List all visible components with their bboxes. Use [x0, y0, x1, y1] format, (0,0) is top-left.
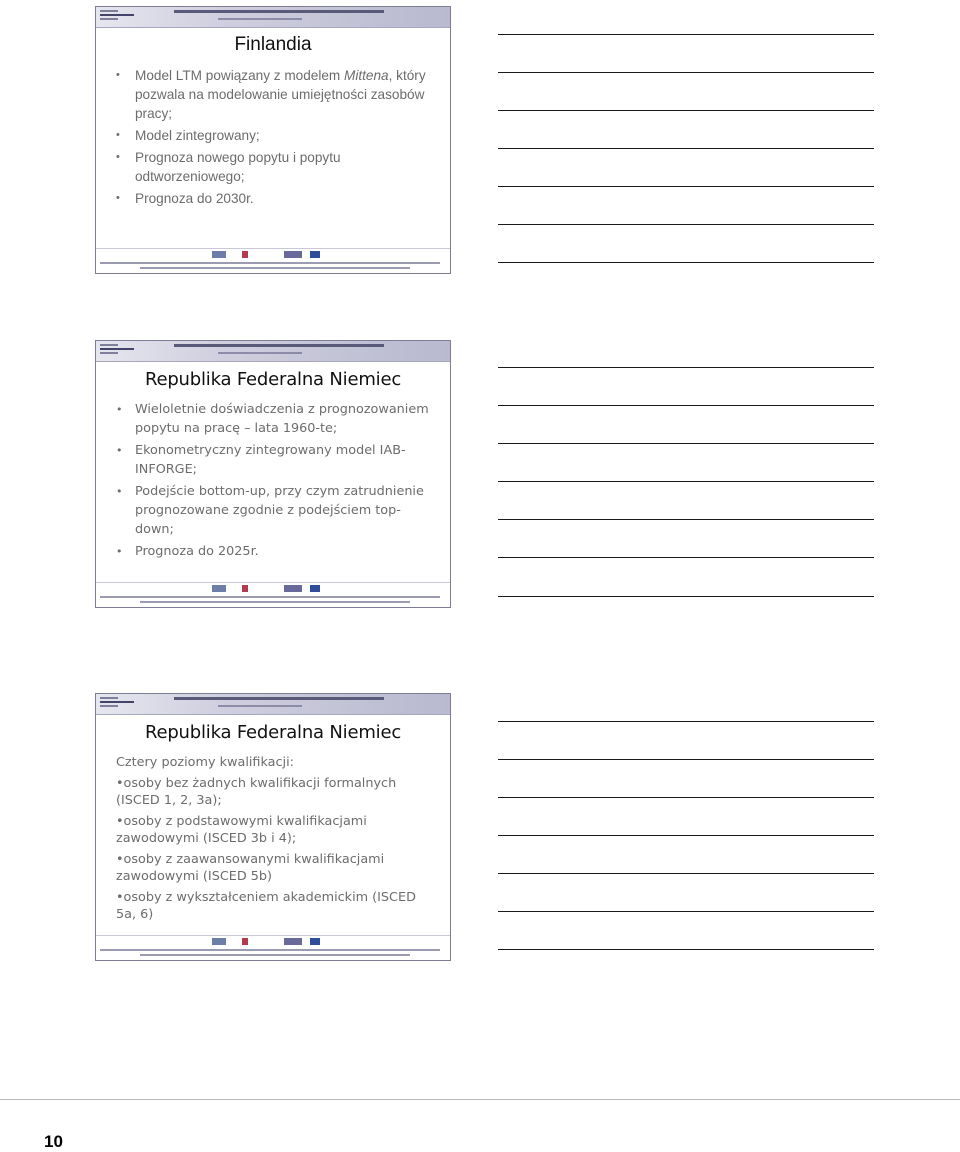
slide-2	[95, 340, 451, 608]
slide-title: Republika Federalna Niemiec	[144, 369, 402, 390]
bullet-item: • Podejście bottom-up, przy czym zatrudnienie prognozowane zgodnie z podejściem top-down;	[116, 482, 438, 539]
banner-date-graphic	[218, 18, 302, 20]
bullet-item: • Prognoza do 2030r.	[116, 189, 438, 208]
qualification-levels	[116, 754, 438, 927]
slide-footer	[96, 248, 450, 273]
slide-footer	[96, 582, 450, 607]
bullet-item: • Prognoza do 2025r.	[116, 542, 438, 561]
banner-title-graphic	[174, 10, 384, 13]
conference-logo-icon	[100, 697, 134, 711]
bullet-list	[116, 66, 438, 211]
bullet-item: • Model zintegrowany;	[116, 126, 438, 145]
bullet-item: • Wieloletnie doświadczenia z prognozowaniem popytu na pracę – lata 1960-te;	[116, 400, 438, 438]
banner-date-graphic	[218, 705, 302, 707]
slide-footer	[96, 935, 450, 960]
bullet-item: • Model LTM powiązany z modelem Mittena, który pozwala na modelowanie umiejętności zasobów pracy;	[116, 66, 438, 123]
slide-header-banner	[96, 7, 450, 28]
slide-1	[95, 6, 451, 274]
page-number: 10	[44, 1132, 63, 1151]
conference-logo-icon	[100, 10, 134, 24]
banner-title-graphic	[174, 697, 384, 700]
list-item: •osoby z zaawansowanymi kwalifikacjami zawodowymi (ISCED 5b)	[116, 852, 385, 884]
page-divider	[0, 1099, 960, 1100]
slide-title: Republika Federalna Niemiec	[144, 722, 402, 743]
slide-title: Finlandia	[234, 34, 312, 55]
slide-header-banner	[96, 694, 450, 715]
sponsor-logos-icon	[212, 938, 332, 946]
bullet-item: • Prognoza nowego popytu i popytu odtworzeniowego;	[116, 148, 438, 186]
banner-date-graphic	[218, 352, 302, 354]
sponsor-logos-icon	[212, 251, 332, 259]
slide-3	[95, 693, 451, 961]
list-item: •osoby z podstawowymi kwalifikacjami zawodowymi (ISCED 3b i 4);	[116, 814, 367, 846]
bullet-list	[116, 400, 438, 564]
banner-title-graphic	[174, 344, 384, 347]
conference-logo-icon	[100, 344, 134, 358]
sponsor-logos-icon	[212, 585, 332, 593]
slide-header-banner	[96, 341, 450, 362]
intro-text: Cztery poziomy kwalifikacji:	[116, 755, 294, 770]
bullet-item: • Ekonometryczny zintegrowany model IAB-INFORGE;	[116, 441, 438, 479]
list-item: •osoby bez żadnych kwalifikacji formalnych (ISCED 1, 2, 3a);	[116, 776, 397, 808]
list-item: •osoby z wykształceniem akademickim (ISCED 5a, 6)	[116, 890, 416, 922]
